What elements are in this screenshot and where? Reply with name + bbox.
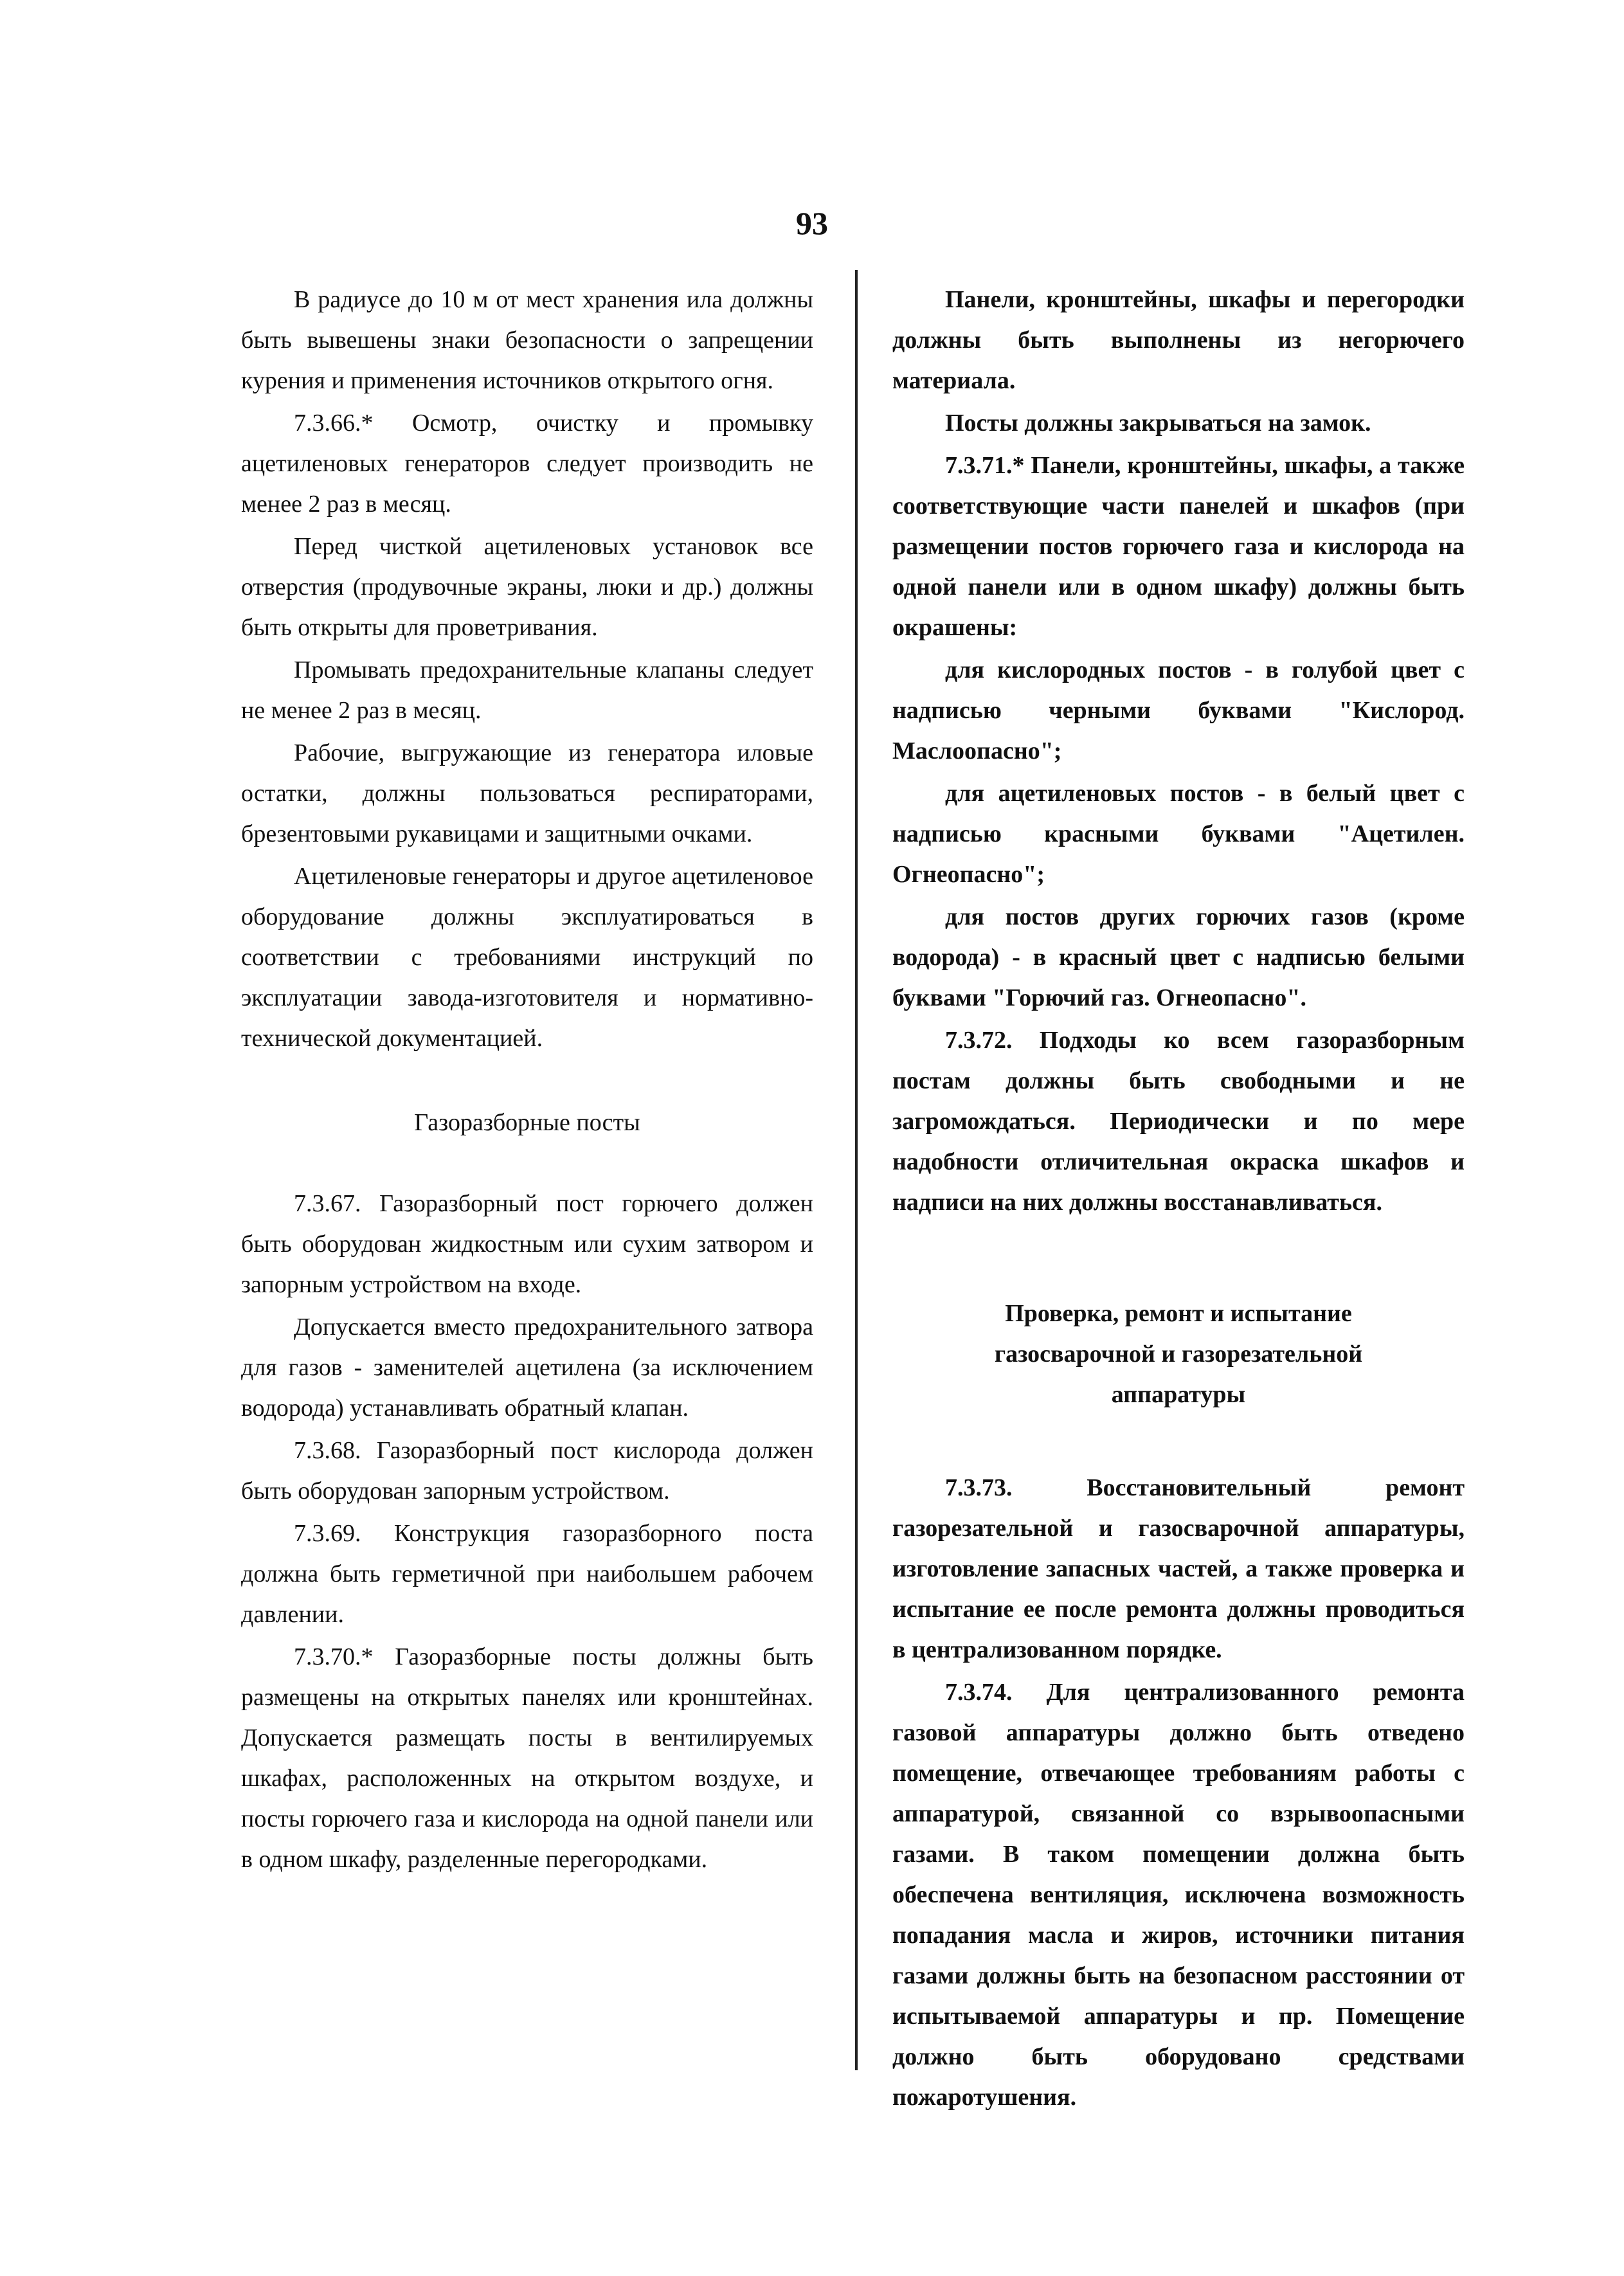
clause-7-3-72: 7.3.72. Подходы ко всем газоразборным постам должны быть свободными и не загромождаться. Периодически и по мере надобности отличительная окраска шкафов и надписи на них должны восстанавливаться.: [892, 1027, 1465, 1216]
clause-7-3-73: 7.3.73. Восстановительный ремонт газорезательной и газосварочной аппаратуры, изготовление запасных частей, а также проверка и испытание ее после ремонта должны проводиться в централизованном порядке.: [892, 1474, 1465, 1663]
clause-7-3-66: 7.3.66.* Осмотр, очистку и промывку ацетиленовых генераторов следует производить не менее 2 раз в месяц.: [241, 410, 813, 518]
clause-7-3-69: 7.3.69. Конструкция газоразборного поста должна быть герметичной при наибольшем рабочем давлении.: [241, 1520, 813, 1628]
list-item: для кислородных постов - в голубой цвет с надписью черными буквами "Кислород. Маслоопасно";: [892, 656, 1465, 764]
clause-7-3-67: 7.3.67. Газоразборный пост горючего должен быть оборудован жидкостным или сухим затвором и запорным устройством на входе.: [241, 1190, 813, 1298]
clause-7-3-71: 7.3.71.* Панели, кронштейны, шкафы, а также соответствующие части панелей и шкафов (при размещении постов горючего газа и кислорода на одной панели или в одном шкафу) должны быть окрашены:: [892, 452, 1465, 641]
paragraph: Перед чисткой ацетиленовых установок все отверстия (продувочные экраны, люки и др.) должны быть открыты для проветривания.: [241, 533, 813, 641]
left-column: [241, 280, 813, 1882]
paragraph: Панели, кронштейны, шкафы и перегородки должны быть выполнены из негорючего материала.: [892, 286, 1465, 394]
paragraph: Рабочие, выгружающие из генератора иловые остатки, должны пользоваться респираторами, брезентовыми рукавицами и защитными очками.: [241, 739, 813, 847]
paragraph: Посты должны закрываться на замок.: [945, 410, 1371, 437]
paragraph: Промывать предохранительные клапаны следует не менее 2 раз в месяц.: [241, 656, 813, 724]
page-number: 93: [796, 205, 828, 241]
clause-7-3-68: 7.3.68. Газоразборный пост кислорода должен быть оборудован запорным устройством.: [241, 1437, 813, 1504]
heading-line: аппаратуры: [1111, 1381, 1246, 1408]
clause-7-3-74: 7.3.74. Для централизованного ремонта газовой аппаратуры должно быть отведено помещение, отвечающее требованиям работы с аппаратурой, связанной со взрывоопасными газами. В таком помещении должна быть обеспечена вентиляция, исключена возможность попадания масла и жиров, источники питания газами должны быть на безопасном расстоянии от испытываемой аппаратуры и пр. Помещение должно быть оборудовано средствами пожаротушения.: [892, 1679, 1465, 2111]
right-column: [892, 280, 1465, 2120]
column-divider: [855, 270, 858, 2070]
paragraph: Ацетиленовые генераторы и другое ацетиленовое оборудование должны эксплуатироваться в соответствии с требованиями инструкций по эксплуатации завода-изготовителя и нормативно-технической документацией.: [241, 863, 813, 1052]
section-heading: Газоразборные посты: [414, 1109, 640, 1136]
list-item: для постов других горючих газов (кроме водорода) - в красный цвет с надписью белыми буквами "Горючий газ. Огнеопасно".: [892, 903, 1465, 1011]
list-item: для ацетиленовых постов - в белый цвет с надписью красными буквами "Ацетилен. Огнеопасно";: [892, 780, 1465, 888]
paragraph: Допускается вместо предохранительного затвора для газов - заменителей ацетилена (за исключением водорода) устанавливать обратный клапан.: [241, 1314, 813, 1422]
clause-7-3-70: 7.3.70.* Газоразборные посты должны быть размещены на открытых панелях или кронштейнах. Допускается размещать посты в вентилируемых шкафах, расположенных на открытом воздухе, и посты горючего газа и кислорода на одной панели или в одном шкафу, разделенные перегородками.: [241, 1643, 813, 1873]
heading-line: Проверка, ремонт и испытание: [1005, 1300, 1352, 1327]
section-heading: [892, 1294, 1465, 1415]
paragraph: В радиусе до 10 м от мест хранения ила должны быть вывешены знаки безопасности о запрещении курения и применения источников открытого огня.: [241, 286, 813, 394]
heading-line: газосварочной и газорезательной: [994, 1341, 1363, 1368]
